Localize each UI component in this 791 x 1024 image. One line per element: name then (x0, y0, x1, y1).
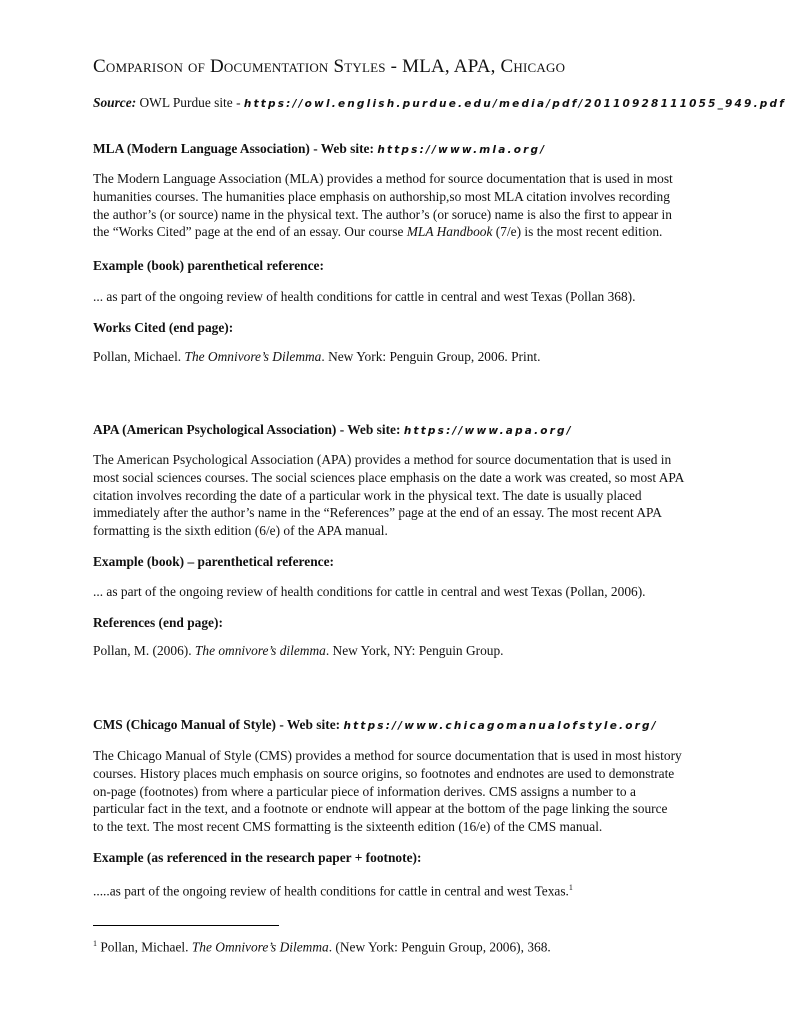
text-run: .....as part of the ongoing review of health conditions for cattle in central and west Texas. (93, 883, 569, 899)
paragraph-line (93, 800, 667, 817)
text-run: citation involves recording the date of a particular work in the physical text. The date is usually placed (93, 487, 642, 503)
text-run: . New York, NY: Penguin Group. (325, 643, 504, 658)
text-run: ... as part of the ongoing review of health conditions for cattle in central and west Texas (Pollan 368). (93, 289, 636, 304)
section-heading (93, 716, 658, 735)
source-link[interactable]: https://owl.english.purdue.edu/media/pdf/20110928111055_949.pdf (243, 98, 786, 110)
paragraph-line (93, 469, 684, 486)
reference-entry (93, 642, 504, 659)
text-run: most social sciences courses. The social sciences place emphasis on the date a work was created, so most APA (93, 469, 685, 485)
section-heading (93, 421, 573, 440)
example-heading: Example (book) – parenthetical reference: (93, 554, 334, 569)
footnote-divider (93, 925, 279, 926)
text-run: immediately after the author’s name in the “References” page at the end of an essay. The most recent APA (93, 505, 662, 521)
paragraph-line (93, 504, 662, 521)
footnote (93, 935, 551, 955)
text-run: The Omnivore’s Dilemma (191, 939, 329, 955)
text-run: The Omnivore’s Dilemma (184, 349, 322, 364)
text-run: Pollan, Michael. (97, 939, 192, 955)
paragraph-line (93, 223, 662, 240)
text-run: the “Works Cited” page at the end of an essay. Our course (93, 224, 407, 240)
text-run: The American Psychological Association (APA) provides a method for source documentation that is used in (93, 452, 672, 467)
example-heading: Example (book) parenthetical reference: (93, 258, 324, 273)
text-run: the author’s (or source) name in the physical text. The author’s (or soruce) name is also the first to appear in (93, 206, 672, 222)
website-link[interactable]: https://www.mla.org/ (377, 144, 547, 156)
paragraph-line (93, 765, 674, 782)
text-run: (7/e) is the most recent edition. (492, 224, 663, 240)
source-text: OWL Purdue site - (136, 95, 244, 110)
footnote-marker: 1 (93, 939, 97, 948)
paragraph-line (93, 206, 672, 223)
text-run: Pollan, Michael. (93, 349, 185, 364)
example-text (93, 583, 646, 600)
website-link[interactable]: https://www.chicagomanualofstyle.org/ (343, 720, 658, 732)
text-run: on-page (footnotes) from where a particular piece of information derives. CMS assigns a number to a (93, 783, 636, 799)
text-run: courses. History places much emphasis on source origins, so footnotes and endnotes are used to demonstrate (93, 765, 675, 781)
paragraph-line (93, 747, 682, 764)
paragraph-line (93, 783, 636, 800)
example-text (93, 288, 635, 305)
text-run: to the text. The most recent CMS formatting is the sixteenth edition (16/e) of the CMS manual. (93, 819, 603, 835)
source-line (93, 94, 786, 113)
example-text (93, 879, 573, 899)
text-run: The Modern Language Association (MLA) provides a method for source documentation that is used in most (93, 171, 673, 186)
text-run: MLA Handbook (406, 224, 493, 240)
paragraph-line (93, 451, 671, 468)
text-run: particular fact in the text, and a footnote or endnote will appear at the bottom of the page linking the source (93, 801, 668, 817)
text-run: . (New York: Penguin Group, 2006), 368. (328, 939, 551, 955)
text-run: Pollan, M. (2006). (93, 643, 195, 658)
text-run: ... as part of the ongoing review of health conditions for cattle in central and west Texas (Pollan, 2006). (93, 584, 646, 599)
reference-heading: References (end page): (93, 615, 223, 630)
paragraph-line (93, 522, 388, 539)
paragraph-line (93, 818, 602, 835)
heading-text: CMS (Chicago Manual of Style) - Web site: (93, 717, 341, 732)
text-run: The omnivore’s dilemma (194, 643, 326, 658)
paragraph-line (93, 188, 670, 205)
reference-heading: Works Cited (end page): (93, 320, 234, 335)
text-run: formatting is the sixth edition (6/e) of the APA manual. (93, 523, 388, 539)
example-heading: Example (as referenced in the research paper + footnote): (93, 850, 422, 865)
footnote-marker: 1 (568, 883, 573, 892)
text-run: The Chicago Manual of Style (CMS) provides a method for source documentation that is used in most history (93, 748, 682, 763)
reference-entry (93, 348, 540, 365)
paragraph-line (93, 170, 673, 187)
heading-text: MLA (Modern Language Association) - Web site: (93, 141, 374, 156)
section-heading (93, 140, 546, 159)
document-title: Comparison of Documentation Styles - MLA, APA, Chicago (93, 56, 566, 77)
text-run: . New York: Penguin Group, 2006. Print. (321, 349, 541, 364)
paragraph-line (93, 487, 642, 504)
heading-text: APA (American Psychological Association) - Web site: (93, 422, 401, 437)
text-run: humanities courses. The humanities place emphasis on authorship,so most MLA citation involves recording (93, 188, 670, 204)
source-label: Source: (93, 95, 137, 110)
website-link[interactable]: https://www.apa.org/ (403, 425, 573, 437)
